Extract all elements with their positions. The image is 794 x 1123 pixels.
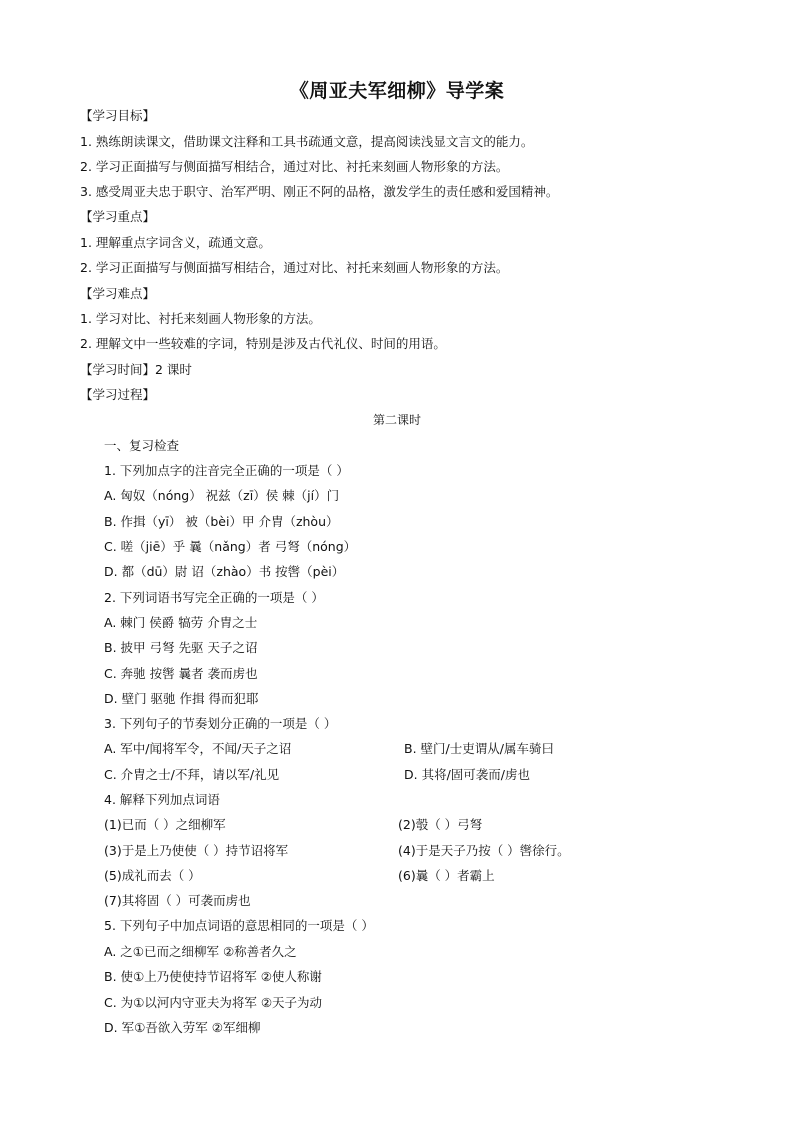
q4-item-4: (4)于是天子乃按（ ）辔徐行。	[398, 843, 570, 858]
q1-option-d: D. 都（dū）尉 诏（zhào）书 按辔（pèi）	[104, 564, 345, 579]
q1-option-b: B. 作揖（yī） 被（bèi）甲 介胄（zhòu）	[104, 514, 339, 529]
q5-option-b: B. 使①上乃使使持节诏将军 ②使人称谢	[104, 969, 322, 984]
q2-stem: 2. 下列词语书写完全正确的一项是（ ）	[104, 590, 324, 605]
q3-option-a: A. 军中/闻将军令，不闻/天子之诏	[104, 741, 292, 756]
difficulty-item-2: 2. 理解文中一些较难的字词，特别是涉及古代礼仪、时间的用语。	[80, 336, 446, 351]
page-title: 《周亚夫军细柳》导学案	[289, 80, 505, 102]
process-heading: 【学习过程】	[80, 387, 156, 402]
section-review-heading: 一、复习检查	[104, 438, 180, 453]
q2-option-d: D. 壁门 驱驰 作揖 得而犯耶	[104, 691, 259, 706]
key-point-item-2: 2. 学习正面描写与侧面描写相结合，通过对比、衬托来刻画人物形象的方法。	[80, 260, 509, 275]
q5-option-a: A. 之①已而之细柳军 ②称善者久之	[104, 944, 297, 959]
q1-option-c: C. 嗟（jiē）乎 曩（nǎng）者 弓弩（nóng）	[104, 539, 357, 554]
q2-option-a: A. 棘门 侯爵 犒劳 介胄之士	[104, 615, 258, 630]
goal-item-2: 2. 学习正面描写与侧面描写相结合，通过对比、衬托来刻画人物形象的方法。	[80, 159, 509, 174]
q4-item-2: (2)彀（ ）弓弩	[398, 817, 483, 832]
q3-option-d: D. 其将/固可袭而/虏也	[404, 767, 530, 782]
q1-option-a: A. 匈奴（nóng） 祝兹（zī）侯 棘（jí）门	[104, 488, 340, 503]
key-point-item-1: 1. 理解重点字词含义，疏通文意。	[80, 235, 271, 250]
q4-item-1: (1)已而（ ）之细柳军	[104, 817, 226, 832]
q4-stem: 4. 解释下列加点词语	[104, 792, 220, 807]
goal-item-3: 3. 感受周亚夫忠于职守、治军严明、刚正不阿的品格，激发学生的责任感和爱国精神。	[80, 184, 559, 199]
q3-option-c: C. 介胄之士/不拜，请以军/礼见	[104, 767, 280, 782]
q3-option-b: B. 壁门/士吏谓从/属车骑曰	[404, 741, 554, 756]
q5-stem: 5. 下列句子中加点词语的意思相同的一项是（ ）	[104, 918, 374, 933]
q4-item-3: (3)于是上乃使使（ ）持节诏将军	[104, 843, 289, 858]
difficulties-heading: 【学习难点】	[80, 286, 156, 301]
q5-option-d: D. 军①吾欲入劳军 ②军细柳	[104, 1020, 261, 1035]
difficulty-item-1: 1. 学习对比、衬托来刻画人物形象的方法。	[80, 311, 321, 326]
goal-item-1: 1. 熟练朗读课文，借助课文注释和工具书疏通文意，提高阅读浅显文言文的能力。	[80, 134, 534, 149]
goals-heading: 【学习目标】	[80, 108, 156, 123]
q3-stem: 3. 下列句子的节奏划分正确的一项是（ ）	[104, 716, 337, 731]
q4-item-7: (7)其将固（ ）可袭而虏也	[104, 893, 251, 908]
q1-stem: 1. 下列加点字的注音完全正确的一项是（ ）	[104, 463, 349, 478]
q4-item-6: (6)曩（ ）者霸上	[398, 868, 495, 883]
q2-option-c: C. 奔驰 按辔 曩者 袭而虏也	[104, 666, 258, 681]
q4-item-5: (5)成礼而去（ ）	[104, 868, 201, 883]
q2-option-b: B. 披甲 弓弩 先驱 天子之诏	[104, 640, 258, 655]
lesson-label: 第二课时	[372, 413, 421, 427]
key-points-heading: 【学习重点】	[80, 209, 156, 224]
study-time: 【学习时间】2 课时	[80, 362, 192, 377]
q5-option-c: C. 为①以河内守亚夫为将军 ②天子为动	[104, 995, 323, 1010]
